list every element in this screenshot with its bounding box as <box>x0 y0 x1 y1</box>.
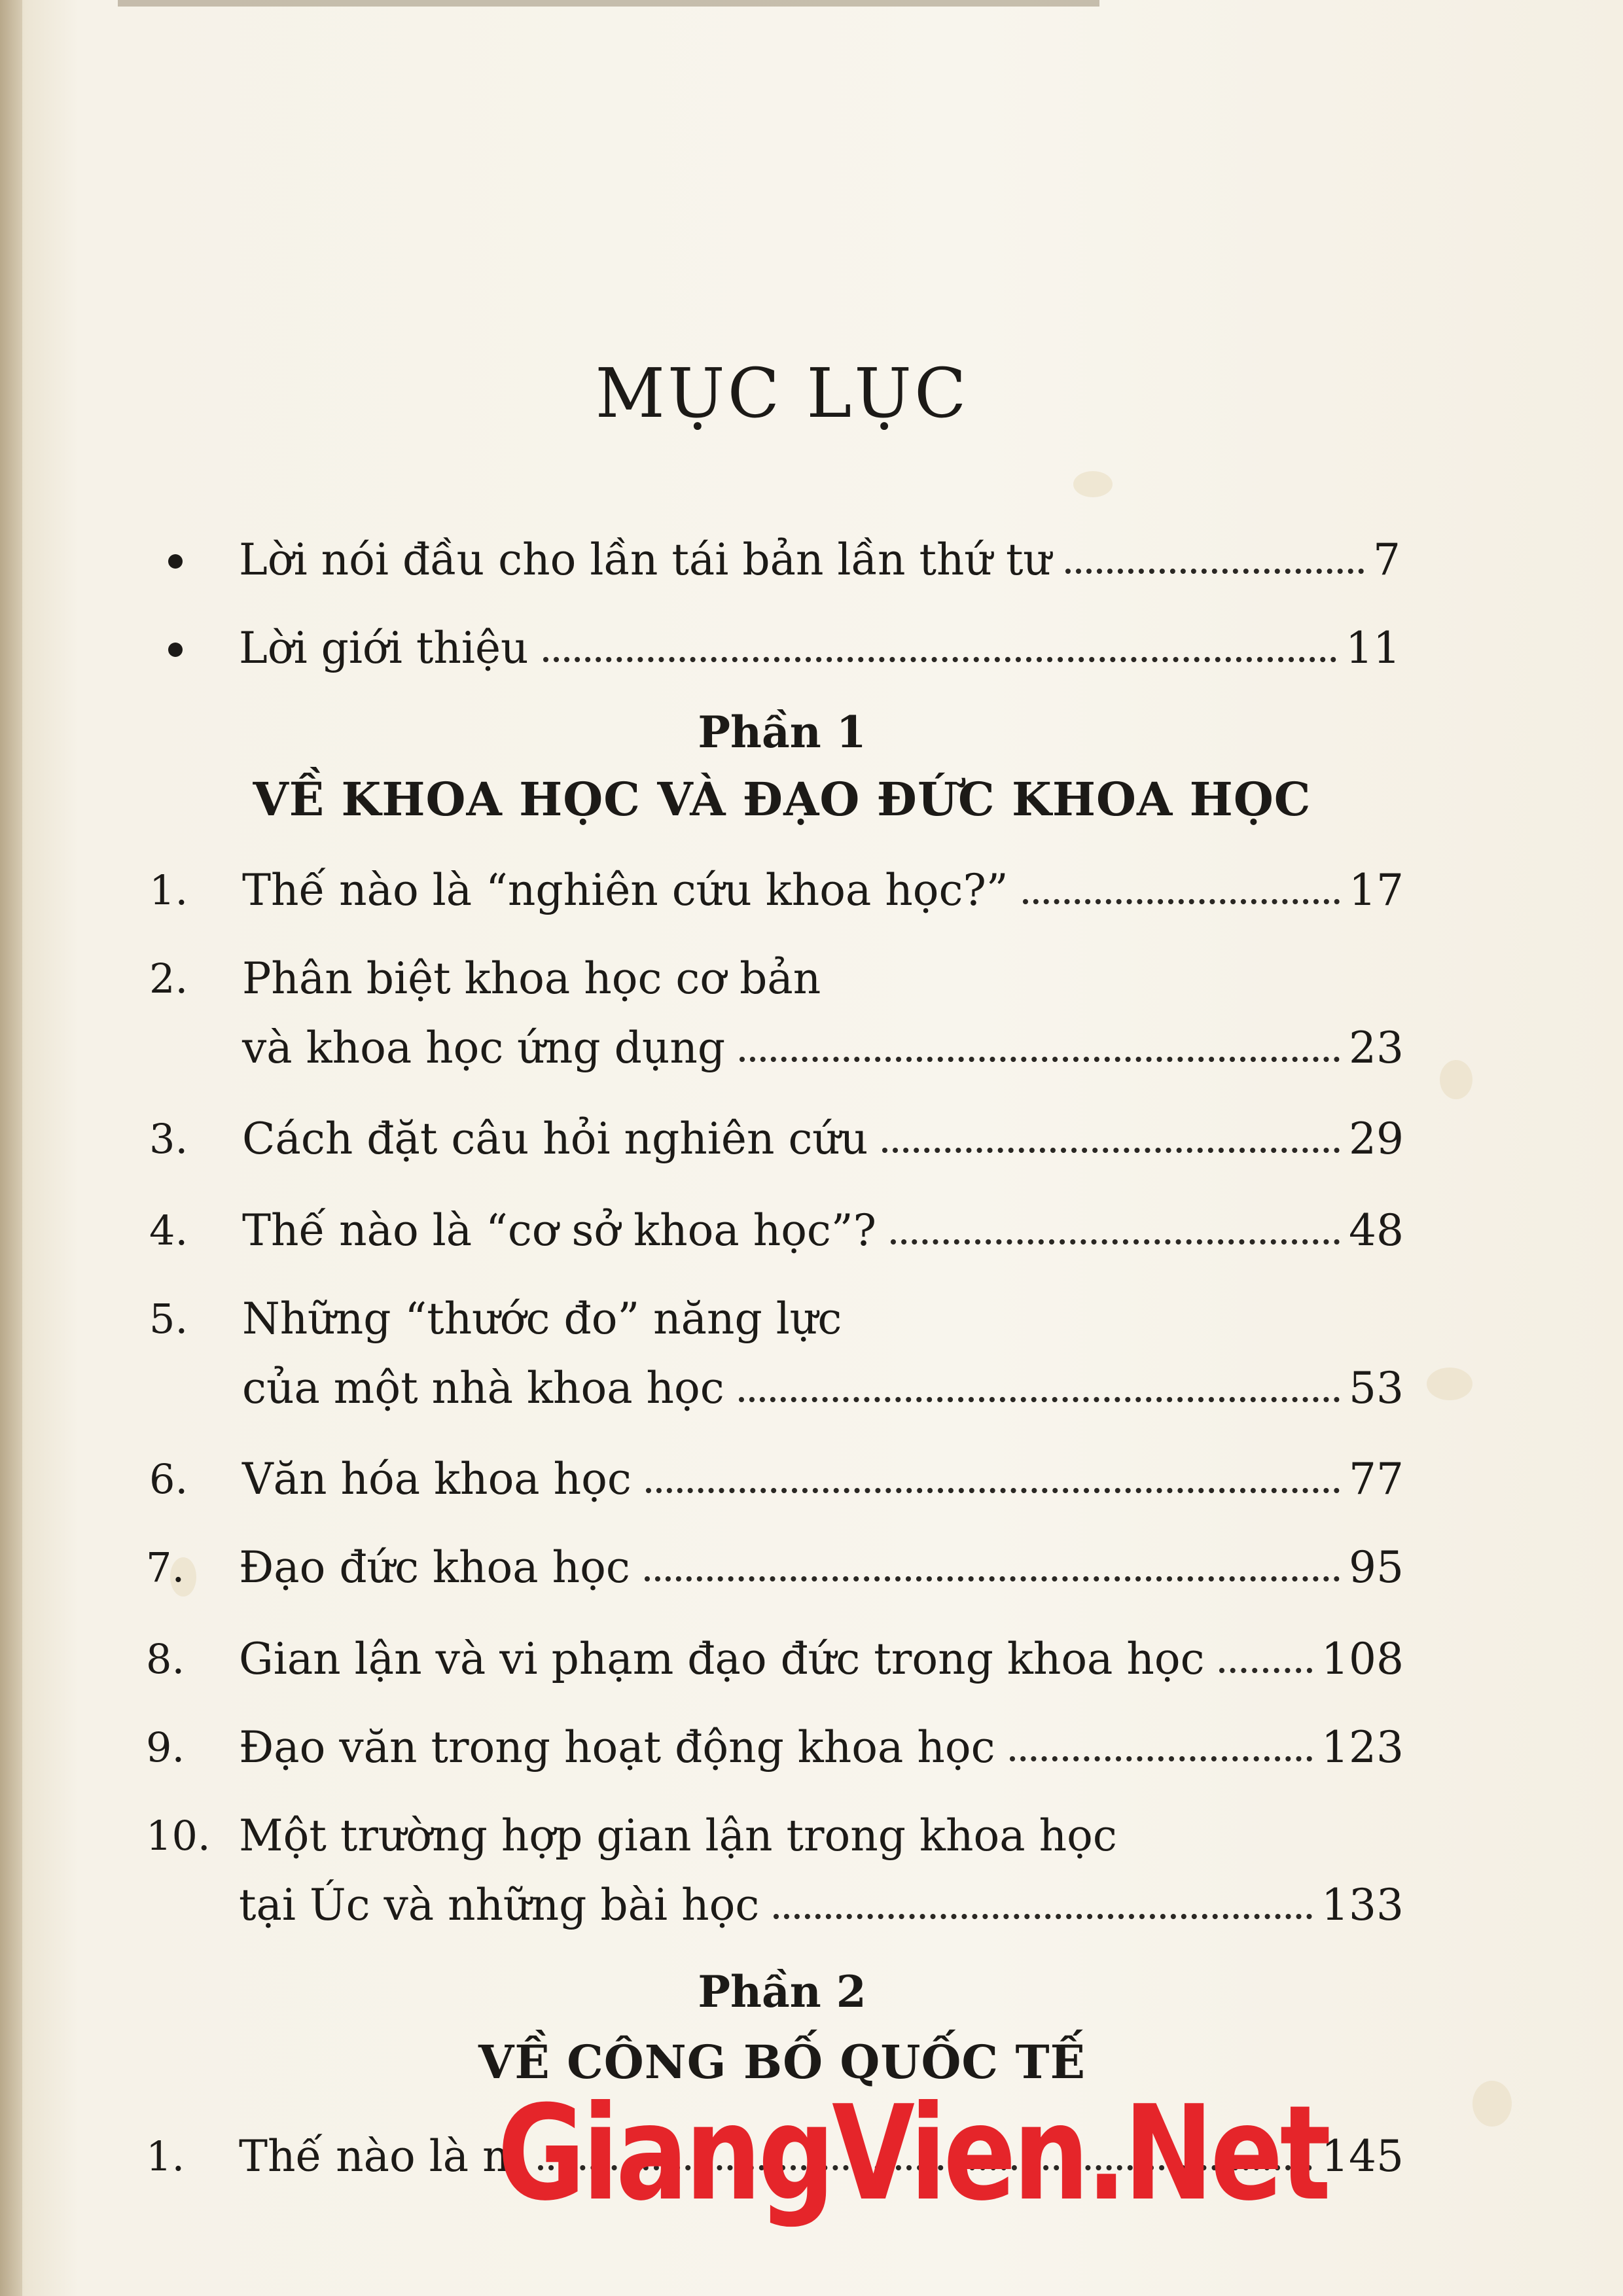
toc-entry-page: 11 <box>1346 623 1400 673</box>
bullet-icon <box>168 554 183 569</box>
toc-entry-number: 7. <box>146 1544 185 1591</box>
toc-entry <box>149 1453 1404 1506</box>
toc-entry-page: 23 <box>1349 1023 1404 1073</box>
toc-entry <box>146 1541 1404 1595</box>
part-heading: Phần 1 <box>698 707 866 758</box>
toc-entry <box>149 1292 1404 1415</box>
page-spine-shadow <box>0 0 22 2296</box>
toc-entry-label: Đạo đức khoa học <box>239 1542 630 1593</box>
toc-entry-number: 10. <box>146 1812 211 1860</box>
toc-entry-number: 5. <box>149 1295 188 1343</box>
toc-entry <box>149 864 1404 917</box>
dot-leader <box>1023 899 1340 904</box>
toc-entry-page: 48 <box>1349 1205 1404 1256</box>
toc-entry-number: 9. <box>146 1723 185 1771</box>
toc-entry-label: Lời giới thiệu <box>239 623 529 673</box>
bullet-icon <box>168 643 183 657</box>
paper-stain <box>1440 1060 1472 1099</box>
toc-entry-label: Phân biệt khoa học cơ bản <box>242 953 821 1004</box>
toc-entry-number: 3. <box>149 1115 188 1163</box>
dot-leader <box>645 1576 1340 1581</box>
dot-leader <box>740 1057 1340 1062</box>
toc-entry-page: 123 <box>1321 1722 1404 1773</box>
dot-leader <box>1065 569 1364 574</box>
toc-entry-number: 1. <box>146 2132 185 2180</box>
toc-entry-page: 17 <box>1349 865 1404 915</box>
toc-entry-page: 29 <box>1349 1114 1404 1164</box>
toc-entry-label: Thế nào là m <box>239 2131 524 2181</box>
dot-leader <box>646 1488 1340 1493</box>
toc-entry-number: 4. <box>149 1207 188 1254</box>
toc-entry <box>149 1112 1404 1166</box>
toc-entry-label: Thế nào là “nghiên cứu khoa học?” <box>242 865 1008 915</box>
toc-entry-label: Thế nào là “cơ sở khoa học”? <box>242 1205 877 1256</box>
toc-entry <box>239 533 1400 587</box>
toc-entry-label: Một trường hợp gian lận trong khoa học <box>239 1810 1117 1861</box>
toc-entry-label-continued: và khoa học ứng dụng <box>242 1023 726 1073</box>
dot-leader <box>1010 1756 1312 1761</box>
dot-leader <box>1219 1668 1312 1673</box>
toc-entry-number: 8. <box>146 1635 185 1683</box>
watermark-logo: GiangVien.Net <box>497 2077 1329 2230</box>
dot-leader <box>882 1148 1340 1153</box>
toc-entry <box>146 1633 1404 1686</box>
toc-entry-label-continued: tại Úc và những bài học <box>239 1880 760 1930</box>
toc-entry-page: 108 <box>1321 1634 1404 1684</box>
toc-entry-page: 53 <box>1349 1363 1404 1413</box>
part-heading: Phần 2 <box>698 1966 866 2017</box>
toc-entry <box>146 1721 1404 1775</box>
dot-leader <box>543 657 1336 662</box>
page-title: MỤC LỤC <box>595 353 969 433</box>
toc-entry-page: 145 <box>1321 2131 1404 2181</box>
part-title: VỀ KHOA HỌC VÀ ĐẠO ĐỨC KHOA HỌC <box>253 772 1311 826</box>
toc-entry <box>146 1809 1404 1932</box>
toc-entry <box>239 622 1400 675</box>
toc-entry-page: 7 <box>1373 535 1400 585</box>
toc-entry-number: 2. <box>149 955 188 1002</box>
toc-entry-number: 6. <box>149 1455 188 1503</box>
toc-entry <box>149 1204 1404 1258</box>
toc-entry-label: Những “thước đo” năng lực <box>242 1294 842 1344</box>
toc-entry <box>149 952 1404 1075</box>
paper-stain <box>1073 471 1113 497</box>
toc-entry-label: Cách đặt câu hỏi nghiên cứu <box>242 1114 868 1164</box>
toc-entry-label: Văn hóa khoa học <box>242 1454 632 1504</box>
toc-entry-label: Gian lận và vi phạm đạo đức trong khoa học <box>239 1634 1205 1684</box>
toc-entry-label: Lời nói đầu cho lần tái bản lần thứ tư <box>239 535 1052 585</box>
dot-leader <box>891 1239 1340 1245</box>
toc-entry-page: 77 <box>1349 1454 1404 1504</box>
paper-stain <box>1427 1368 1472 1400</box>
toc-entry-label-continued: của một nhà khoa học <box>242 1363 724 1413</box>
dot-leader <box>774 1914 1312 1919</box>
dot-leader <box>739 1397 1340 1402</box>
part-title: VỀ CÔNG BỐ QUỐC TẾ <box>478 2035 1086 2089</box>
toc-entry-label: Đạo văn trong hoạt động khoa học <box>239 1722 995 1773</box>
toc-entry-page: 133 <box>1321 1880 1404 1930</box>
toc-entry-number: 1. <box>149 866 188 914</box>
toc-entry-page: 95 <box>1349 1542 1404 1593</box>
page-top-edge <box>118 0 1099 7</box>
